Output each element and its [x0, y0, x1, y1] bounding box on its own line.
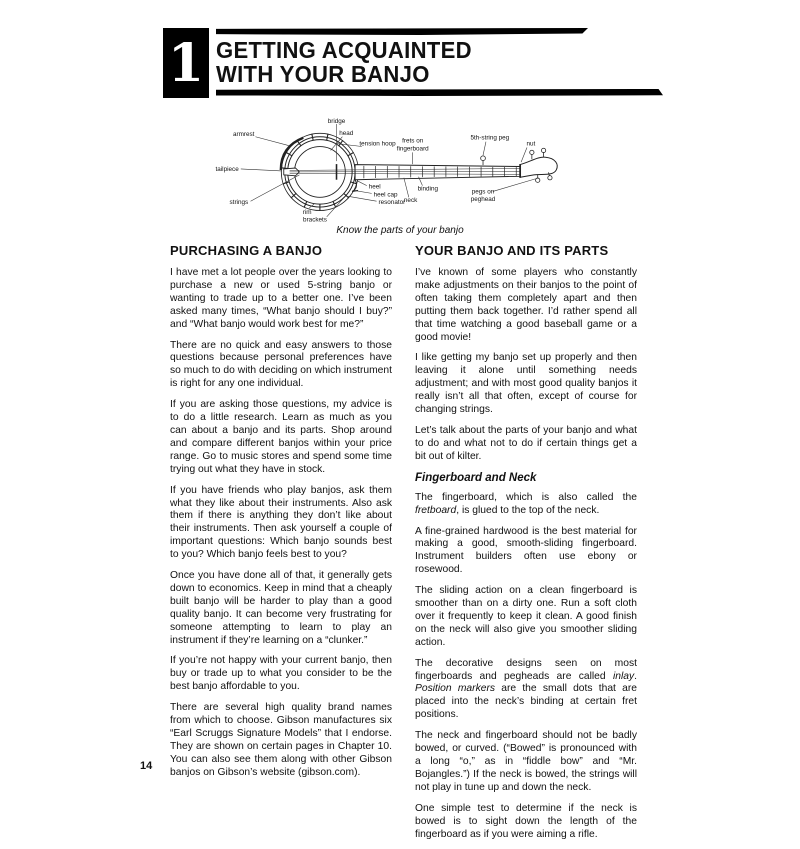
paragraph: One simple test to determine if the neck is bowed is to sight down the length of the fingerboard as if you were aiming a rifle.	[415, 803, 637, 842]
section-heading-purchasing: PURCHASING A BANJO	[170, 243, 392, 258]
text-segment: , is glued to the top of the neck.	[456, 505, 599, 516]
paragraph: I like getting my banjo set up properly and then leaving it alone until something needs adjustment; and with most good quality banjos it really isn’t all that often, except of course for changing strings.	[415, 352, 637, 417]
diagram-caption: Know the parts of your banjo	[190, 225, 610, 236]
chapter-title-block	[216, 28, 663, 96]
paragraph: Let’s talk about the parts of your banjo and what to do and what not to do if certain things get a bit out of kilter.	[415, 425, 637, 464]
paragraph: There are no quick and easy answers to those questions because personal preferences have so much to do with deciding on which instrument is right for any one individual.	[170, 340, 392, 392]
chapter-title-line2: WITH YOUR BANJO	[216, 62, 645, 86]
page-number: 14	[140, 760, 152, 772]
label-frets-line1: frets on	[402, 138, 424, 145]
paragraph: The neck and fingerboard should not be badly bowed, or curved. (“Bowed” is pronounced with a long “o,” as in “fiddle bow” and “Mr. Bojangles.”) If the neck is bowed, the strings will not play in tune up and down the neck.	[415, 730, 637, 795]
paragraph: There are several high quality brand names from which to choose. Gibson manufactures six “Earl Scruggs Signature Models” that I endorse. They are shown on certain pages in Chapter 10. You can also see them along with other Gibson banjos on Gibson’s website (gibson.com).	[170, 702, 392, 779]
text-segment: The fingerboard, which is also called the	[415, 492, 637, 503]
label-neck: neck	[404, 197, 418, 204]
banjo-diagram-svg	[190, 112, 610, 224]
section-heading-banjo-parts: YOUR BANJO AND ITS PARTS	[415, 243, 637, 258]
label-rim: rim	[303, 209, 312, 216]
text-segment-italic: inlay	[613, 671, 634, 682]
label-strings: strings	[230, 199, 249, 206]
text-segment-italic: Position markers	[415, 683, 495, 694]
label-brackets: brackets	[303, 217, 327, 224]
left-column	[170, 243, 392, 849]
title-bar-bottom	[216, 89, 663, 96]
paragraph: If you’re not happy with your current banjo, then buy or trade up to what you consider to be the best banjo affordable to you.	[170, 655, 392, 694]
text-segment: The decorative designs seen on most fingerboards and pegheads are called	[415, 658, 637, 682]
label-tailpiece: tailpiece	[216, 166, 240, 173]
chapter-title-line1: GETTING ACQUAINTED	[216, 38, 645, 62]
label-armrest: armrest	[233, 131, 255, 138]
paragraph: Once you have done all of that, it generally gets down to economics. Keep in mind that a cheaply built banjo will be harder to play than a good quality banjo. It can become very frustrating for someone attempting to learn to play an instrument if they’re learning on a “clunker.”	[170, 570, 392, 647]
paragraph	[415, 492, 637, 518]
body-columns	[170, 243, 637, 849]
label-resonator: resonator	[379, 199, 406, 206]
label-frets-line2: fingerboard	[397, 145, 429, 152]
title-bar-top	[216, 28, 588, 35]
paragraph: I’ve known of some players who constantly make adjustments on their banjos to the point of often taking them completely apart and then putting them back together. I’d rather spend all that time watching a good baseball game or a good movie!	[415, 267, 637, 344]
right-column	[415, 243, 637, 849]
chapter-number: 1	[163, 28, 209, 98]
label-binding: binding	[418, 185, 439, 192]
label-heel-cap: heel cap	[374, 191, 398, 198]
fifth-string-peg-shape	[481, 156, 486, 165]
banjo-diagram	[190, 112, 610, 236]
subheading-fingerboard-and-neck: Fingerboard and Neck	[415, 472, 637, 484]
paragraph: If you have friends who play banjos, ask them what they like about their instruments. Also ask them if there is anything they don’t like about their instruments. Then ask yourself a couple of important questions: Which banjo sounds best to you? Which banjo feels best to you?	[170, 485, 392, 562]
label-pegs-line2: peghead	[471, 196, 496, 203]
paragraph: The sliding action on a clean fingerboard is smoother than on a dirty one. Run a soft cloth over it frequently to keep it clean. A good finish on the neck will also give you smoother sliding action.	[415, 585, 637, 650]
paragraph	[415, 658, 637, 723]
text-segment: are the small dots that are placed into the neck’s binding at certain fret positions.	[415, 683, 637, 720]
paragraph: I have met a lot people over the years looking to purchase a new or used 5-string banjo or wanting to trade up to a better one. I’ve been asked many times, “What banjo should I buy?” and “What banjo would work best for me?”	[170, 267, 392, 332]
paragraph: A fine-grained hardwood is the best material for making a good, smooth-sliding fingerboard. Instrument builders often use ebony or rosewood.	[415, 526, 637, 578]
label-head: head	[339, 130, 354, 137]
paragraph: If you are asking those questions, my advice is to do a little research. Learn as much as you can about a banjo and its parts. Shop around and compare different banjos within your price range. Go to music stores and spend some time trying out what they have in stock.	[170, 399, 392, 476]
label-tension-hoop: tension hoop	[359, 141, 396, 148]
text-segment: .	[634, 671, 637, 682]
label-pegs-line1: pegs on	[472, 188, 495, 195]
label-fifth-string-peg: 5th-string peg	[471, 135, 510, 142]
label-nut: nut	[526, 141, 535, 148]
label-bridge: bridge	[328, 118, 346, 125]
label-heel: heel	[369, 184, 381, 191]
text-segment-italic: fretboard	[415, 505, 456, 516]
